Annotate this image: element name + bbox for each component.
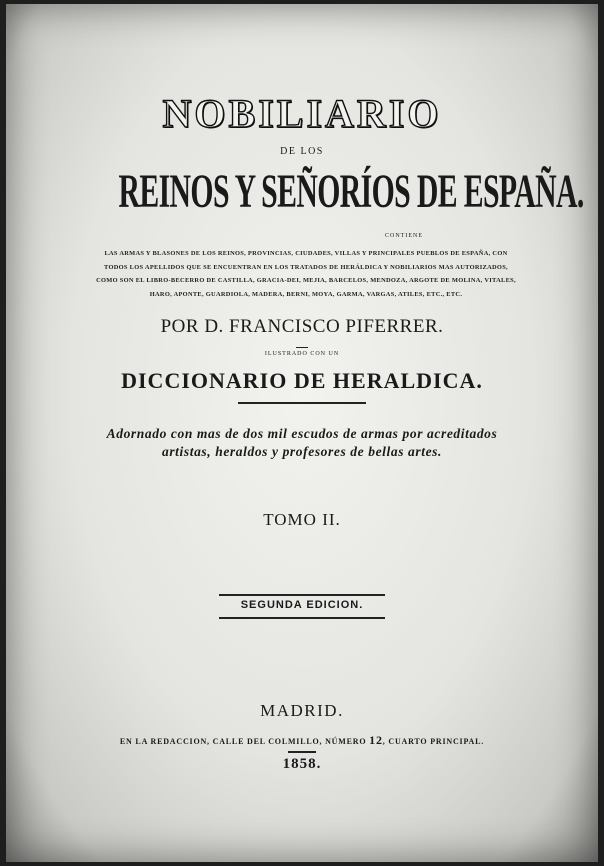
description-line: HARO, APONTE, GUARDIOLA, MADERA, BERNI, MOYA, GARMA, VARGAS, ATILES, ETC., ETC. bbox=[149, 291, 463, 299]
title-page bbox=[6, 4, 598, 862]
book-title: NOBILIARIO bbox=[162, 91, 442, 136]
divider-line bbox=[238, 402, 366, 404]
publisher-address bbox=[6, 733, 598, 748]
author-line: POR D. FRANCISCO PIFERRER. bbox=[160, 316, 444, 337]
volume-label: TOMO II. bbox=[263, 510, 341, 529]
description-line: LAS ARMAS Y BLASONES DE LOS REINOS, PROVINCIAS, CIUDADES, VILLAS Y PRINCIPALES PUEBLOS DE ESPAÑA, CON bbox=[104, 250, 508, 257]
subtitle-connector: DE LOS bbox=[280, 146, 324, 157]
address-text-end: , CUARTO PRINCIPAL. bbox=[382, 737, 485, 746]
edition-rule-top bbox=[219, 594, 385, 596]
adornado-line: artistas, heraldos y profesores de bellas artes. bbox=[161, 444, 443, 459]
description-line: COMO SON EL LIBRO-BECERRO DE CASTILLA, GRACIA-DEI, MEJIA, BARCELOS, MENDOZA, ARGOTE DE MOLINA, VITALES, bbox=[96, 277, 516, 285]
contiene-label: CONTIENE bbox=[385, 233, 423, 239]
address-number: 12 bbox=[369, 733, 383, 747]
adornado-text bbox=[6, 425, 598, 461]
publication-city: MADRID. bbox=[260, 701, 344, 720]
adornado-line: Adornado con mas de dos mil escudos de armas por acreditados bbox=[106, 426, 498, 441]
description-line: TODOS LOS APELLIDOS QUE SE ENCUENTRAN EN LOS TRATADOS DE HERÁLDICA Y NOBILIARIOS MAS AUTORIZADOS, bbox=[104, 263, 508, 271]
realms-heading: REINOS Y SEÑORÍOS DE ESPAÑA. bbox=[118, 165, 584, 218]
ilustrado-label: ILUSTRADO CON UN bbox=[264, 351, 340, 357]
address-text: EN LA REDACCION, CALLE DEL COLMILLO, NÚMERO bbox=[119, 737, 367, 746]
divider-short bbox=[296, 347, 308, 348]
dictionary-heading: DICCIONARIO DE HERALDICA. bbox=[121, 368, 483, 393]
contents-description bbox=[66, 247, 546, 302]
divider-year bbox=[288, 751, 316, 753]
edition-rule-bottom bbox=[219, 617, 385, 619]
edition-label: SEGUNDA EDICION. bbox=[240, 599, 364, 611]
publication-year: 1858. bbox=[282, 756, 322, 772]
